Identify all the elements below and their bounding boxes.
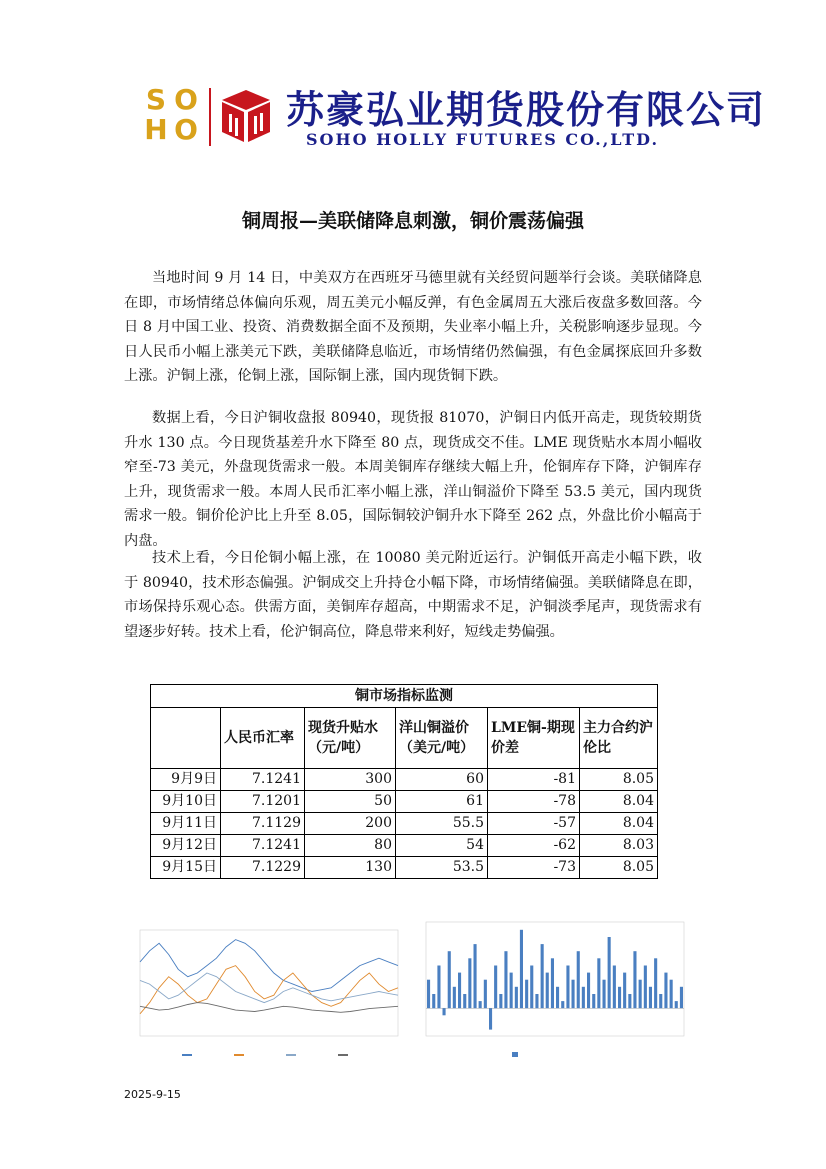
legend-swatch (234, 1054, 244, 1056)
table-cell: 200 (305, 813, 396, 835)
bar (597, 958, 600, 1008)
table-cell: 8.04 (580, 791, 658, 813)
bar (494, 966, 497, 1009)
bar (587, 973, 590, 1009)
company-name-cn: 苏豪弘业期货股份有限公司 (286, 87, 767, 132)
table-row (151, 769, 658, 791)
table-cell: 8.05 (580, 857, 658, 879)
table-cell: 53.5 (396, 857, 488, 879)
date-cell: 9月9日 (151, 769, 221, 791)
bar (463, 994, 466, 1008)
bar (489, 1008, 492, 1029)
table-cell: 7.1229 (221, 857, 305, 879)
bar (525, 980, 528, 1009)
table-cell: -62 (488, 835, 580, 857)
plot-frame (140, 930, 398, 1036)
bar (572, 980, 575, 1009)
bar (633, 951, 636, 1008)
bar (639, 980, 642, 1009)
bar (520, 930, 523, 1008)
bar (551, 958, 554, 1008)
table-header (151, 708, 221, 769)
date-cell: 9月10日 (151, 791, 221, 813)
table-cell: 80 (305, 835, 396, 857)
table-cell: 8.05 (580, 769, 658, 791)
table-cell: 7.1241 (221, 835, 305, 857)
bar (613, 966, 616, 1009)
table-header: LME铜-期现价差 (488, 708, 580, 769)
bar (623, 973, 626, 1009)
table-row (151, 813, 658, 835)
legend-swatch (286, 1054, 296, 1056)
table-cell: -57 (488, 813, 580, 835)
legend-swatch (512, 1052, 518, 1057)
bar (432, 994, 435, 1008)
bar (546, 973, 549, 1009)
bar (530, 966, 533, 1009)
date-cell: 9月11日 (151, 813, 221, 835)
bar (556, 987, 559, 1008)
bar (484, 980, 487, 1009)
series-line (140, 973, 398, 1003)
bar (618, 987, 621, 1008)
table-cell: 8.03 (580, 835, 658, 857)
table-cell: 61 (396, 791, 488, 813)
date-cell: 9月15日 (151, 857, 221, 879)
logo-letter: H (144, 113, 168, 146)
bar (592, 994, 595, 1008)
paragraph-market-overview: 当地时间 9 月 14 日，中美双方在西班牙马德里就有关经贸问题举行会谈。美联储降息在即，市场情绪总体偏向乐观，周五美元小幅反弹，有色金属周五大涨后夜盘多数回落。今日 8 月中国工业、投资、消费数据全面不及预期，失业率小幅上升，关税影响逐步显现。今日人民币小幅上涨美元下跌，美联储降息临近，市场情绪仍然偏强，有色金属探底回升多数上涨。沪铜上涨，伦铜上涨，国际铜上涨，国内现货铜下跌。 (124, 270, 702, 385)
bar (644, 966, 647, 1009)
series-line (140, 1003, 398, 1013)
table-cell: -81 (488, 769, 580, 791)
table-header: 洋山铜溢价（美元/吨） (396, 708, 488, 769)
soho-logo (142, 83, 202, 146)
bar (664, 973, 667, 1009)
bar (675, 1001, 678, 1008)
bar (561, 1001, 564, 1008)
bar (649, 987, 652, 1008)
bar (541, 944, 544, 1008)
table-cell: 60 (396, 769, 488, 791)
copper-basis-bar-chart (412, 908, 702, 1068)
bar (504, 951, 507, 1008)
logo-letter: O (174, 113, 198, 146)
table-header: 现货升贴水（元/吨） (305, 708, 396, 769)
table-header: 人民币汇率 (221, 708, 305, 769)
table-cell: -73 (488, 857, 580, 879)
series-line (140, 940, 398, 992)
bar (479, 1001, 482, 1008)
bar (608, 937, 611, 1008)
table-row (151, 857, 658, 879)
bar (659, 994, 662, 1008)
table-row (151, 791, 658, 813)
table-cell: 50 (305, 791, 396, 813)
bar (510, 973, 513, 1009)
bar (437, 966, 440, 1009)
bar (499, 994, 502, 1008)
bar (515, 987, 518, 1008)
bar (427, 980, 430, 1009)
legend-swatch (338, 1054, 348, 1056)
bar (603, 980, 606, 1009)
logo-letter: O (174, 83, 198, 116)
bar (577, 951, 580, 1008)
bar (443, 1008, 446, 1015)
table-cell: 7.1241 (221, 769, 305, 791)
table-cell: 54 (396, 835, 488, 857)
table-cell: 7.1129 (221, 813, 305, 835)
table-cell: 7.1201 (221, 791, 305, 813)
table-cell: 130 (305, 857, 396, 879)
paragraph-technical-analysis: 技术上看，今日伦铜小幅上涨，在 10080 美元附近运行。沪铜低开高走小幅下跌，收于 80940，技术形态偏强。沪铜成交上升持仓小幅下降，市场情绪偏强。美联储降息在即，市场保持乐观心态。供需方面，美铜库存超高，中期需求不足，沪铜淡季尾声，现货需求有望逐步好转。技术上看，伦沪铜高位，降息带来利好，短线走势偏强。 (124, 550, 702, 640)
table-title: 铜市场指标监测 (151, 685, 658, 708)
bar (535, 994, 538, 1008)
table-header-row (151, 708, 658, 769)
bar (628, 994, 631, 1008)
logo-letter: S (145, 83, 167, 116)
date-cell: 9月12日 (151, 835, 221, 857)
table-cell: 55.5 (396, 813, 488, 835)
table-cell: 300 (305, 769, 396, 791)
legend-swatch (182, 1054, 192, 1056)
bar (448, 951, 451, 1008)
table-cell: -78 (488, 791, 580, 813)
table-header: 主力合约沪伦比 (580, 708, 658, 769)
cube-logo-icon (220, 88, 272, 144)
bar (670, 980, 673, 1009)
bar (566, 966, 569, 1009)
bar (680, 987, 683, 1008)
bar (453, 987, 456, 1008)
bar (458, 973, 461, 1009)
table-cell: 8.04 (580, 813, 658, 835)
bar (474, 944, 477, 1008)
bar (582, 987, 585, 1008)
table-row (151, 835, 658, 857)
report-date: 2025-9-15 (124, 1088, 181, 1101)
paragraph-data-analysis: 数据上看，今日沪铜收盘报 80940，现货报 81070，沪铜日内低开高走，现货较期货升水 130 点。今日现货基差升水下降至 80 点，现货成交不佳。LME 现货贴水本周小幅收窄至-73 美元，外盘现货需求一般。本周美铜库存继续大幅上升，伦铜库存下降，沪铜库存上升，现货需求一般。本周人民币汇率小幅上涨，洋山铜溢价下降至 53.5 美元，国内现货需求一般。铜价伦沪比上升至 8.05，国际铜较沪铜升水下降至 262 点，外盘比价小幅高于内盘。 (124, 410, 702, 549)
bar (654, 958, 657, 1008)
company-name-en: SOHO HOLLY FUTURES CO.,LTD. (306, 130, 660, 149)
logo-divider (209, 88, 211, 146)
copper-inventory-line-chart (122, 908, 412, 1068)
document-title: 铜周报—美联储降息刺激，铜价震荡偏强 (241, 210, 584, 232)
bar (468, 958, 471, 1008)
indicator-table (150, 684, 658, 879)
